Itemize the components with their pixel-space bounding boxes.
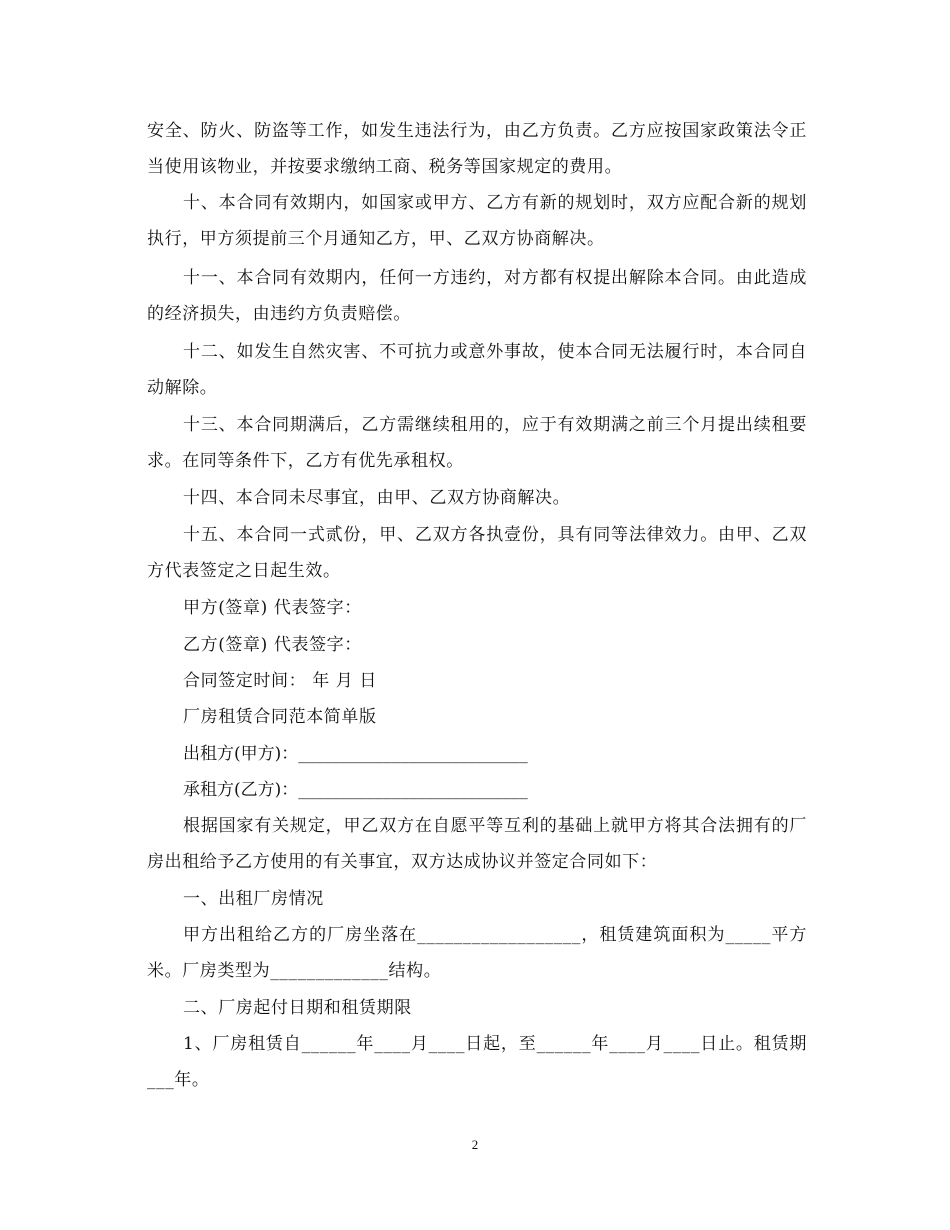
section-2-item-1: 1、厂房租赁自______年____月____日起，至______年____月____日止。租赁期___年。 [147,1034,807,1090]
clause-10: 十、本合同有效期内，如国家或甲方、乙方有新的规划时，双方应配合新的规划执行，甲方须提前三个月通知乙方，甲、乙双方协商解决。 [147,193,807,249]
section-1-heading: 一、出租厂房情况 [183,889,324,909]
lessor-field: 出租方(甲方)：___________________________ [183,744,528,764]
section-2-heading: 二、厂房起付日期和租赁期限 [183,998,412,1018]
contract-title: 厂房租赁合同范本简单版 [183,707,377,727]
paragraph-continuation: 安全、防火、防盗等工作，如发生违法行为，由乙方负责。乙方应按国家政策法令正当使用该物业，并按要求缴纳工商、税务等国家规定的费用。 [147,121,807,177]
preamble-paragraph: 根据国家有关规定，甲乙双方在自愿平等互利的基础上就甲方将其合法拥有的厂房出租给予乙方使用的有关事宜，双方达成协议并签定合同如下： [147,816,807,872]
party-b-signature-line: 乙方(签章) 代表签字： [183,635,362,655]
clause-15: 十五、本合同一式贰份，甲、乙双方各执壹份，具有同等法律效力。由甲、乙双方代表签定之日起生效。 [147,525,807,581]
clause-12: 十二、如发生自然灾害、不可抗力或意外事故，使本合同无法履行时，本合同自动解除。 [147,342,807,398]
clause-14: 十四、本合同未尽事宜，由甲、乙双方协商解决。 [183,488,571,508]
clause-11: 十一、本合同有效期内，任何一方违约，对方都有权提出解除本合同。由此造成的经济损失，由违约方负责赔偿。 [147,268,807,324]
signing-date-line: 合同签定时间： 年 月 日 [183,671,378,691]
lessee-field: 承租方(乙方)：___________________________ [183,780,528,800]
section-1-body: 甲方出租给乙方的厂房坐落在__________________，租赁建筑面积为_____平方米。厂房类型为_____________结构。 [147,925,807,981]
page-number: 2 [471,1137,479,1152]
clause-13: 十三、本合同期满后，乙方需继续租用的，应于有效期满之前三个月提出续租要求。在同等条件下，乙方有优先承租权。 [147,415,807,471]
party-a-signature-line: 甲方(签章) 代表签字： [183,598,362,618]
